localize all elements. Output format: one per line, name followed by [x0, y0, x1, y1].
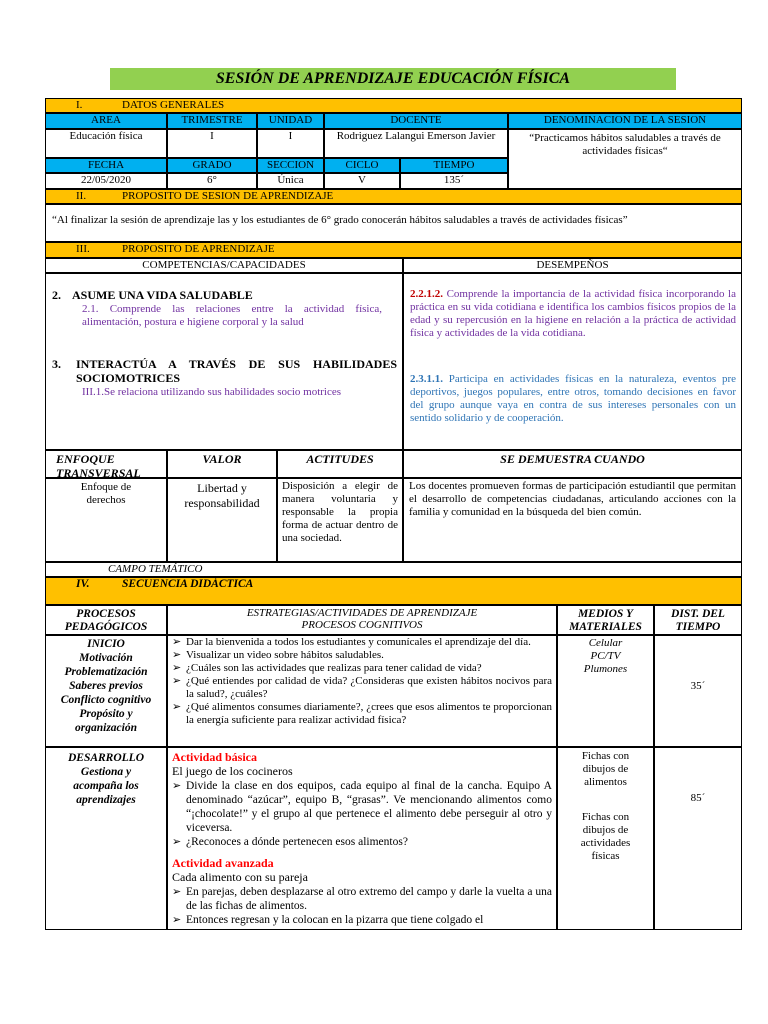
header-grado: GRADO: [167, 158, 257, 173]
desarrollo-medio-2: Fichas con dibujos de actividades físicas: [580, 811, 631, 862]
grado-value: 6°: [167, 173, 257, 189]
fecha-value: 22/05/2020: [45, 173, 167, 189]
section-1-header: [45, 98, 742, 113]
section-1-num: I.: [76, 99, 83, 111]
header-unidad: UNIDAD: [257, 113, 324, 129]
competencias-header: COMPETENCIAS/CAPACIDADES: [45, 258, 403, 273]
section-4-header: [45, 577, 742, 605]
desarrollo-estrategias-cell: [167, 747, 557, 930]
header-trimestre: TRIMESTRE: [167, 113, 257, 129]
trimestre-value: I: [167, 129, 257, 158]
desarrollo-medios-cell: [557, 747, 654, 930]
header-docente: DOCENTE: [324, 113, 508, 129]
inicio-medio-2: PC/TV: [590, 650, 621, 662]
actividad-basica-title: El juego de los cocineros: [172, 764, 293, 778]
demuestra-value: Los docentes promueven formas de participación estudiantil que permitan el desarrollo de competencias ciudadanas, articulando acciones con la familia y comunidad en la búsqueda del bien común.: [403, 478, 742, 562]
valor-header: VALOR: [167, 450, 277, 478]
actividad-basica-label: Actividad básica: [172, 750, 258, 764]
actitudes-header: ACTITUDES: [277, 450, 403, 478]
header-fecha: FECHA: [45, 158, 167, 173]
inicio-item-3: ➢ ¿Cuáles son las actividades que realizas para tener calidad de vida?: [172, 662, 552, 675]
desempeno-1-code: 2.2.1.2.: [410, 288, 443, 300]
desempeno-1: [410, 288, 736, 340]
avanzada-item-1: ➢ En parejas, deben desplazarse al otro extremo del campo y darle la vuelta a una de las fichas de alimentos.: [172, 885, 552, 913]
section-2-label: PROPOSITO DE SESION DE APRENDIZAJE: [122, 190, 334, 202]
competencia-1: [52, 288, 392, 303]
estrategias-header: ESTRATEGIAS/ACTIVIDADES DE APRENDIZAJE PROCESOS COGNITIVOS: [167, 605, 557, 635]
competencias-cell: [45, 273, 403, 450]
tiempo-value: 135´: [400, 173, 508, 189]
actividad-avanzada-title: Cada alimento con su pareja: [172, 870, 308, 884]
inicio-proceso-5: Propósito y organización: [75, 708, 137, 734]
basica-item-2: ➢ ¿Reconoces a dónde pertenecen esos alimentos?: [172, 835, 552, 849]
header-area: AREA: [45, 113, 167, 129]
basica-item-1: ➢ Divide la clase en dos equipos, cada equipo al final de la cancha. Equipo A denominado “azúcar”, equipo B, “grasas”. Ve mencionando alimentos como “¡chocolate!” y el grupo al que pertenece el alimento debe perseguir al otro y viceversa.: [172, 779, 552, 835]
desempeno-2-code: 2.3.1.1.: [410, 373, 443, 385]
area-value: Educación física: [45, 129, 167, 158]
inicio-proceso-1: Motivación: [79, 652, 133, 664]
medios-header: MEDIOS Y MATERIALES: [557, 605, 654, 635]
section-4-num: IV.: [76, 578, 90, 590]
desempenos-cell: [403, 273, 742, 450]
demuestra-header: SE DEMUESTRA CUANDO: [403, 450, 742, 478]
procesos-header: PROCESOS PEDAGÓGICOS: [45, 605, 167, 635]
header-seccion: SECCION: [257, 158, 324, 173]
proposito-sesion-text: “Al finalizar la sesión de aprendizaje las y los estudiantes de 6° grado conocerán hábitos saludables a través de actividades físicas”: [45, 204, 742, 242]
competencia-2: [52, 357, 397, 385]
avanzada-item-2: ➢ Entonces regresan y la colocan en la pizarra que tiene colgado el: [172, 913, 552, 927]
section-1-label: DATOS GENERALES: [122, 99, 225, 111]
desarrollo-procesos-cell: [45, 747, 167, 930]
competencia-1-num: 2.: [52, 288, 61, 302]
section-3-num: III.: [76, 243, 90, 255]
header-denominacion: DENOMINACION DE LA SESION: [508, 113, 742, 129]
header-tiempo: TIEMPO: [400, 158, 508, 173]
desarrollo-title: DESARROLLO: [67, 752, 145, 764]
inicio-item-5: ➢ ¿Qué alimentos consumes diariamente?, ¿crees que esos alimentos te proporcionan la energía suficiente para realizar actividad física?: [172, 701, 552, 727]
enfoque-header: ENFOQUE TRANSVERSAL: [45, 450, 167, 478]
tiempo-header: DIST. DEL TIEMPO: [654, 605, 742, 635]
header-ciclo: CICLO: [324, 158, 400, 173]
section-3-header: [45, 242, 742, 258]
desempeno-2: [410, 373, 736, 425]
desempenos-header: DESEMPEÑOS: [403, 258, 742, 273]
enfoque-value: Enfoque de derechos: [45, 478, 167, 562]
inicio-proceso-4: Conflicto cognitivo: [60, 694, 152, 706]
denominacion-value: “Practicamos hábitos saludables a través de actividades físicas“: [508, 129, 742, 189]
actitudes-value: Disposición a elegir de manera voluntaria y responsable la propia forma de actuar dentro de una sociedad.: [277, 478, 403, 562]
seccion-value: Única: [257, 173, 324, 189]
desarrollo-tiempo: 85´: [690, 792, 706, 804]
section-2-header: [45, 189, 742, 204]
inicio-medio-3: Plumones: [583, 663, 628, 675]
capacidad-1: 2.1. Comprende las relaciones entre la actividad física, alimentación, postura e higiene corporal y la salud: [82, 303, 382, 328]
inicio-procesos-cell: [45, 635, 167, 747]
inicio-medio-1: Celular: [588, 637, 623, 649]
actividad-avanzada-label: Actividad avanzada: [172, 856, 274, 870]
inicio-item-1: ➢ Dar la bienvenida a todos los estudiantes y comunícales el aprendizaje del día.: [172, 636, 552, 649]
inicio-tiempo: 35´: [690, 680, 706, 692]
valor-value: Libertad y responsabilidad: [167, 478, 277, 562]
inicio-medios-cell: [557, 635, 654, 747]
section-4-label: SECUENCIA DIDÁCTICA: [122, 578, 254, 590]
section-3-label: PROPOSITO DE APRENDIZAJE: [122, 243, 275, 255]
desarrollo-tiempo-cell: [654, 747, 742, 930]
desarrollo-procesos: Gestiona y acompaña los aprendizajes: [73, 766, 139, 806]
inicio-proceso-2: Problematización: [64, 666, 148, 678]
document-title: SESIÓN DE APRENDIZAJE EDUCACIÓN FÍSICA: [110, 68, 676, 90]
inicio-title: INICIO: [87, 638, 125, 650]
inicio-item-4: ➢ ¿Qué entiendes por calidad de vida? ¿Consideras que existen hábitos nocivos para la salud?, ¿cuáles?: [172, 675, 552, 701]
competencia-1-label: ASUME UNA VIDA SALUDABLE: [72, 288, 253, 302]
desempeno-1-text: Comprende la importancia de la actividad física incorporando la práctica en su vida cotidiana e identifica los cambios físicos propios de la edad y su repercusión en la higiene en relación a la práctica de actividad física y actividades de la vida cotidiana.: [410, 288, 736, 339]
unidad-value: I: [257, 129, 324, 158]
competencia-2-label: INTERACTÚA A TRAVÉS DE SUS HABILIDADES SOCIOMOTRICES: [76, 357, 397, 385]
campo-tematico: CAMPO TEMÁTICO: [45, 562, 742, 577]
desarrollo-medio-1: Fichas con dibujos de alimentos: [581, 750, 630, 788]
capacidad-2: III.1.Se relaciona utilizando sus habilidades socio motrices: [82, 386, 342, 398]
inicio-item-2: ➢ Visualizar un video sobre hábitos saludables.: [172, 649, 552, 662]
inicio-proceso-3: Saberes previos: [69, 680, 143, 692]
inicio-tiempo-cell: [654, 635, 742, 747]
docente-value: Rodriguez Lalangui Emerson Javier: [324, 129, 508, 158]
ciclo-value: V: [324, 173, 400, 189]
desempeno-2-text: Participa en actividades físicas en la naturaleza, eventos pre deportivos, juegos populares, entre otros, tomando decisiones en favor del grupo aunque vaya en contra de sus intereses personales con un sentido solidario y de cooperación.: [410, 373, 736, 424]
section-2-num: II.: [76, 190, 87, 202]
competencia-2-num: 3.: [52, 357, 61, 371]
inicio-estrategias-cell: [167, 635, 557, 747]
